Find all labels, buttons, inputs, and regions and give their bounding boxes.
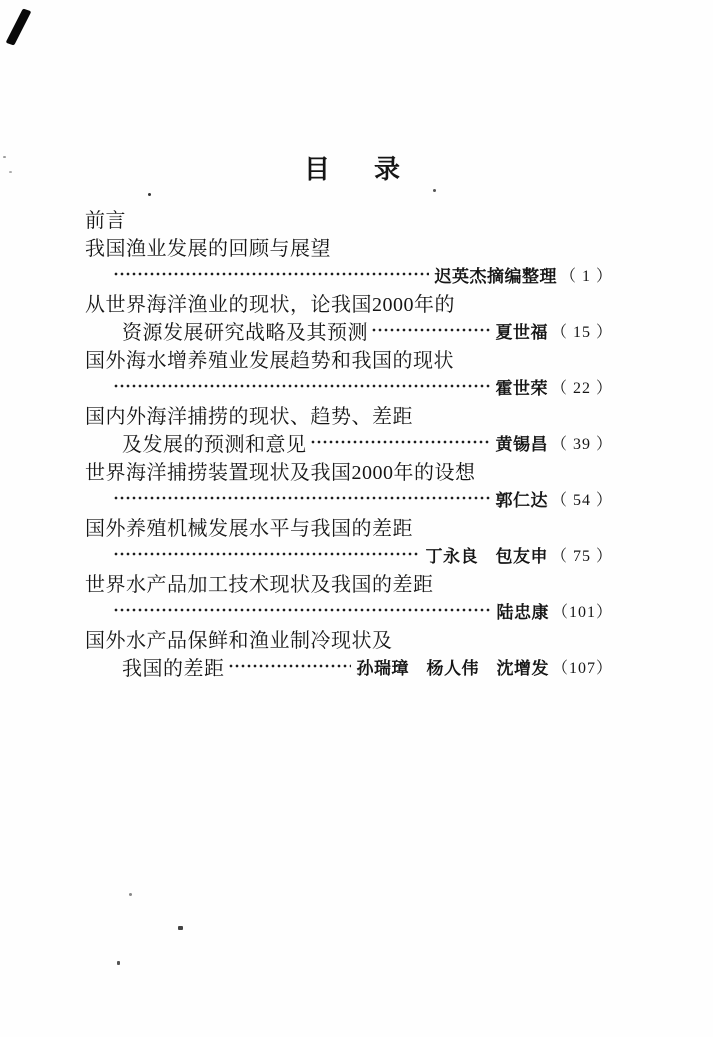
- preface-label: 前言: [85, 209, 126, 232]
- entry-title-text: 资源发展研究战略及其预测: [122, 321, 368, 344]
- toc-preface: [85, 204, 613, 232]
- toc-entry-title: [85, 288, 613, 316]
- toc-entry-title: [85, 624, 613, 652]
- toc-entry-title: [85, 568, 613, 596]
- entry-title-text: 我国的差距: [122, 657, 225, 680]
- dot-leader: [113, 540, 420, 568]
- toc-leader-line: [85, 596, 613, 624]
- toc-leader-line: [85, 540, 613, 568]
- entry-page-number: （ 39 ）: [550, 435, 613, 453]
- toc-leader-line: [85, 484, 613, 512]
- entry-title-text: 国外水产品保鲜和渔业制冷现状及: [85, 629, 393, 652]
- scan-speck: [129, 893, 132, 896]
- toc-entry-continuation: [85, 652, 613, 680]
- entry-title-text: 国外海水增养殖业发展趋势和我国的现状: [85, 349, 454, 372]
- toc-leader-line: [85, 260, 613, 288]
- entry-title-text: 我国渔业发展的回顾与展望: [85, 237, 331, 260]
- page-title: 目 录: [303, 155, 409, 184]
- entry-title-text: 从世界海洋渔业的现状，论我国2000年的: [85, 293, 455, 316]
- dot-leader: [113, 260, 429, 288]
- toc-entry-title: [85, 232, 613, 260]
- entry-page-number: （ 15 ）: [550, 323, 613, 341]
- dot-leader: [371, 316, 490, 344]
- entry-authors: 孙瑞璋 杨人伟 沈增发: [356, 658, 549, 678]
- entry-page-number: （ 22 ）: [550, 379, 613, 397]
- toc-entry-title: [85, 512, 613, 540]
- toc-entry-title: [85, 344, 613, 372]
- dot-leader: [113, 596, 491, 624]
- scan-speck: [117, 961, 120, 965]
- entry-title-text: 国外养殖机械发展水平与我国的差距: [85, 517, 413, 540]
- toc-leader-line: [85, 372, 613, 400]
- scan-speck: [148, 193, 151, 196]
- entry-authors: 陆忠康: [496, 602, 549, 622]
- toc-entry-continuation: [85, 428, 613, 456]
- ink-mark: [6, 8, 32, 45]
- toc-entry-title: [85, 456, 613, 484]
- scan-speck: [178, 926, 183, 930]
- entry-authors: 迟英杰摘编整理: [434, 266, 557, 286]
- entry-title-text: 世界海洋捕捞装置现状及我国2000年的设想: [85, 461, 476, 484]
- dot-leader: [113, 484, 490, 512]
- entry-page-number: （ 1 ）: [559, 267, 613, 285]
- entry-authors: 黄锡昌: [495, 434, 548, 454]
- entry-title-text: 国内外海洋捕捞的现状、趋势、差距: [85, 405, 413, 428]
- toc-entry-continuation: [85, 316, 613, 344]
- entry-authors: 郭仁达: [495, 490, 548, 510]
- dot-leader: [113, 372, 490, 400]
- entry-authors: 霍世荣: [495, 378, 548, 398]
- entry-page-number: （101）: [551, 603, 613, 621]
- entry-title-text: 及发展的预测和意见: [122, 433, 307, 456]
- entry-title-text: 世界水产品加工技术现状及我国的差距: [85, 573, 434, 596]
- toc-list: [85, 204, 613, 680]
- entry-authors: 夏世福: [495, 322, 548, 342]
- entry-page-number: （ 75 ）: [550, 547, 613, 565]
- toc-entry-title: [85, 400, 613, 428]
- entry-page-number: （ 54 ）: [550, 491, 613, 509]
- entry-authors: 丁永良 包友申: [425, 546, 548, 566]
- entry-page-number: （107）: [551, 659, 613, 677]
- dot-leader: [228, 652, 352, 680]
- dot-leader: [310, 428, 491, 456]
- scan-speck: [433, 189, 436, 192]
